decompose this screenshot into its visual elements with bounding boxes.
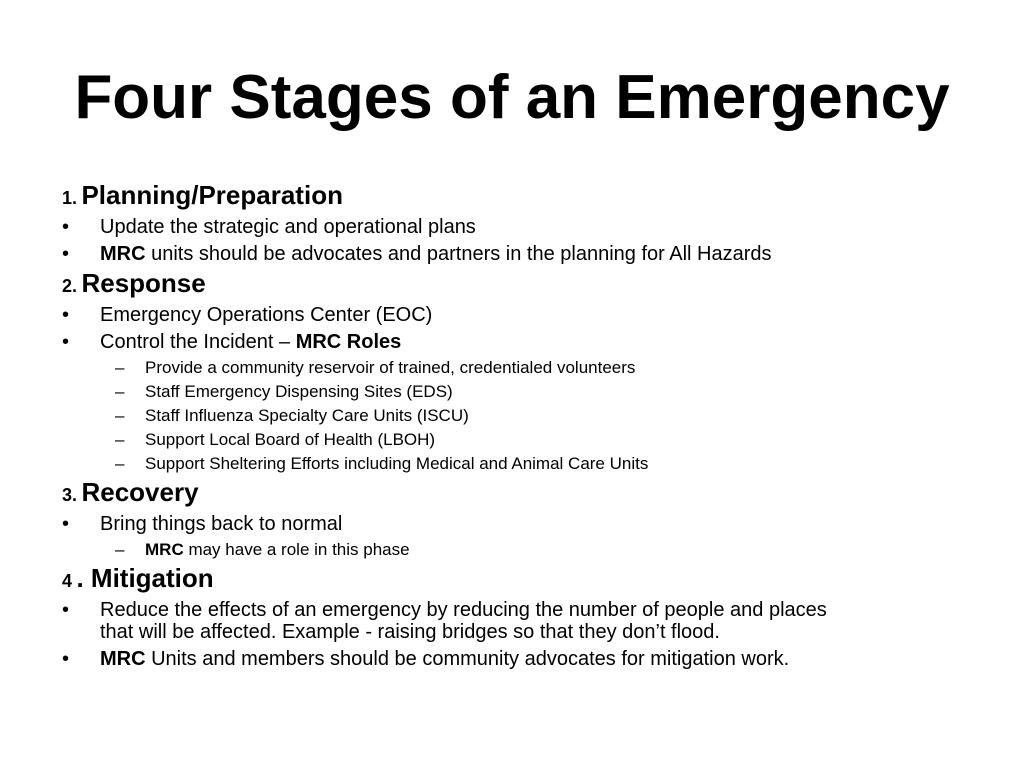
stage-number: 4 <box>62 571 73 591</box>
bullet-marker: • <box>62 513 70 535</box>
stage-name: Recovery <box>81 477 199 507</box>
sub-item-text: Support Local Board of Health (LBOH) <box>145 430 436 449</box>
sub-item-text: Staff Emergency Dispensing Sites (EDS) <box>145 382 453 401</box>
bullet-text-line2: that will be affected. Example - raising bridges so that they don’t flood. <box>100 621 720 643</box>
stage-number: 2. <box>62 276 78 296</box>
bullet-text: Bring things back to normal <box>100 513 343 535</box>
dash-marker: – <box>115 406 125 425</box>
bullet-text: Update the strategic and operational plans <box>100 216 476 238</box>
slide-title: Four Stages of an Emergency <box>74 63 950 132</box>
bullet-marker: • <box>62 599 70 621</box>
dash-marker: – <box>115 382 125 401</box>
bullet-text: Emergency Operations Center (EOC) <box>100 304 433 326</box>
stage-heading-planning <box>62 180 343 211</box>
stage-number: 1. <box>62 188 78 208</box>
bullet-text-rest: units should be advocates and partners in the planning for All Hazards <box>145 243 772 265</box>
stage-heading-response <box>62 268 206 299</box>
mrc-bold: MRC <box>100 243 146 265</box>
dash-marker: – <box>115 454 125 473</box>
stage-name: . Mitigation <box>76 563 214 593</box>
bullet-text <box>100 648 789 671</box>
bullet-marker: • <box>62 331 70 353</box>
dash-marker: – <box>115 540 125 559</box>
dash-marker: – <box>115 430 125 449</box>
sub-item-text <box>145 540 410 560</box>
bullet-marker: • <box>62 648 70 670</box>
bullet-text-rest: Units and members should be community advocates for mitigation work. <box>145 648 790 670</box>
bullet-text-lead: Control the Incident – <box>100 331 296 353</box>
bullet-marker: • <box>62 216 70 238</box>
stage-number: 3. <box>62 485 78 505</box>
bullet-text <box>100 243 772 266</box>
stage-name: Response <box>81 268 206 298</box>
stage-heading-mitigation <box>62 563 214 594</box>
bullet-marker: • <box>62 304 70 326</box>
mrc-roles-bold: MRC Roles <box>295 331 402 353</box>
stage-heading-recovery <box>62 477 199 508</box>
mrc-bold: MRC <box>145 540 184 559</box>
bullet-text: Reduce the effects of an emergency by reducing the number of people and places <box>100 599 827 621</box>
bullet-text <box>100 331 401 354</box>
stage-name: Planning/Preparation <box>81 180 343 210</box>
sub-item-text: Staff Influenza Specialty Care Units (ISCU) <box>145 406 469 425</box>
bullet-marker: • <box>62 243 70 265</box>
sub-item-text: Support Sheltering Efforts including Medical and Animal Care Units <box>145 454 649 473</box>
sub-item-text: Provide a community reservoir of trained, credentialed volunteers <box>145 358 636 377</box>
dash-marker: – <box>115 358 125 377</box>
mrc-bold: MRC <box>100 648 146 670</box>
sub-item-text-rest: may have a role in this phase <box>183 540 410 559</box>
